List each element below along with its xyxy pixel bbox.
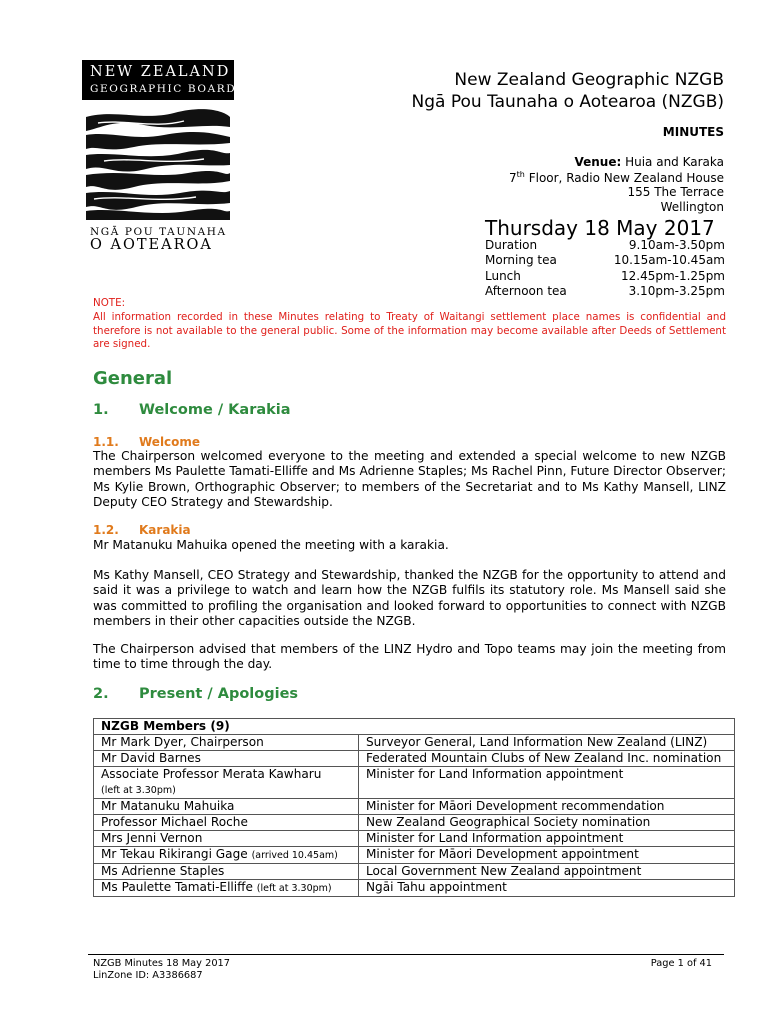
- member-name: Mr Tekau Rikirangi Gage: [101, 847, 248, 861]
- table-row: [94, 751, 735, 767]
- board-subtitle: Ngā Pou Taunaha o Aotearoa (NZGB): [411, 92, 724, 112]
- member-role: Minister for Māori Development appointment: [359, 847, 735, 864]
- member-role: Minister for Māori Development recommendation: [359, 799, 735, 815]
- heading-welcome-karakia: [93, 402, 291, 418]
- member-name-cell: [94, 767, 359, 799]
- section-heading-general: General: [93, 368, 173, 389]
- schedule-label: Lunch: [485, 268, 521, 283]
- schedule-time: 9.10am-3.50pm: [628, 238, 725, 252]
- floor-number: 7: [509, 171, 517, 185]
- floor-suffix: th: [516, 170, 525, 179]
- schedule-row: [485, 269, 725, 284]
- member-name-cell: [94, 799, 359, 815]
- footer-doc-title: NZGB Minutes 18 May 2017: [93, 958, 231, 969]
- venue-street: 155 The Terrace: [627, 185, 724, 199]
- member-name: Mrs Jenni Vernon: [101, 831, 203, 845]
- venue-value: Huia and Karaka: [621, 155, 724, 169]
- table-header: NZGB Members (9): [94, 719, 735, 735]
- subsection-number: 1.1.: [93, 435, 119, 449]
- member-name-cell: [94, 880, 359, 897]
- member-name: Associate Professor Merata Kawharu: [101, 767, 322, 781]
- members-table: [93, 718, 735, 897]
- table-row: [94, 799, 735, 815]
- venue-city: Wellington: [660, 200, 724, 214]
- welcome-paragraph: The Chairperson welcomed everyone to the meeting and extended a special welcome to new NZGB members Ms Paulette Tamati-Elliffe and Ms Adrienne Staples; Ms Rachel Pinn, Future Director Observer; Ms Kylie Brown, Orthographic Observer; to members of the Secretariat and to Ms Kathy Mansell, LINZ Deputy CEO Strategy and Stewardship.: [93, 449, 726, 509]
- member-name-cell: [94, 751, 359, 767]
- board-title: New Zealand Geographic NZGB: [454, 70, 724, 90]
- page-number: Page 1 of 41: [650, 958, 712, 969]
- section-title: Present / Apologies: [139, 686, 299, 702]
- karakia-paragraph: Mr Matanuku Mahuika opened the meeting with a karakia.: [93, 538, 449, 552]
- schedule-row: [485, 253, 725, 268]
- table-row: [94, 831, 735, 847]
- schedule-label: Duration: [485, 238, 538, 252]
- nzgb-logo: [82, 60, 237, 253]
- table-row: [94, 815, 735, 831]
- member-name: Ms Adrienne Staples: [101, 864, 225, 878]
- member-role: New Zealand Geographical Society nomination: [359, 815, 735, 831]
- meeting-schedule: [485, 238, 725, 299]
- venue-floor: [509, 170, 724, 185]
- footer-divider: [88, 954, 724, 955]
- member-note: (left at 3.30pm): [101, 785, 176, 796]
- member-name-cell: [94, 815, 359, 831]
- heading-welcome: [93, 435, 200, 449]
- footer-reference: LinZone ID: A3386687: [93, 970, 203, 981]
- subsection-title: Karakia: [139, 523, 191, 537]
- note-label: NOTE:: [93, 297, 126, 309]
- member-note: (arrived 10.45am): [251, 850, 338, 861]
- subsection-number: 1.2.: [93, 523, 119, 537]
- venue-label: Venue:: [574, 155, 622, 169]
- member-name: Mr Matanuku Mahuika: [101, 799, 235, 813]
- schedule-time: 3.10pm-3.25pm: [628, 283, 725, 298]
- logo-line-2: GEOGRAPHIC BOARD: [90, 83, 237, 95]
- member-name-cell: [94, 735, 359, 751]
- note-text: All information recorded in these Minutes relating to Treaty of Waitangi settlement place names is confidential and therefore is not available to the general public. Some of the information may become available after Deeds of Settlement are signed.: [93, 310, 726, 351]
- heading-karakia: [93, 523, 191, 537]
- section-number: 2.: [93, 686, 109, 702]
- member-name: Mr Mark Dyer, Chairperson: [101, 735, 264, 749]
- section-number: 1.: [93, 402, 109, 418]
- logo-line-1: NEW ZEALAND: [90, 64, 231, 80]
- subsection-title: Welcome: [139, 435, 201, 449]
- member-name: Mr David Barnes: [101, 751, 201, 765]
- member-name-cell: [94, 864, 359, 880]
- schedule-row: [485, 238, 725, 253]
- schedule-label: Afternoon tea: [485, 283, 567, 298]
- schedule-time: 12.45pm-1.25pm: [620, 268, 725, 283]
- logo-landscape-graphic: [84, 107, 232, 222]
- floor-building: Floor, Radio New Zealand House: [524, 171, 724, 185]
- member-role: Federated Mountain Clubs of New Zealand Inc. nomination: [359, 751, 735, 767]
- table-header-row: [94, 719, 735, 735]
- table-row: [94, 847, 735, 864]
- member-role: Ngāi Tahu appointment: [359, 880, 735, 897]
- document-type: MINUTES: [662, 125, 724, 139]
- table-row: [94, 864, 735, 880]
- section-title: Welcome / Karakia: [139, 402, 291, 418]
- member-note: (left at 3.30pm): [256, 883, 332, 894]
- schedule-label: Morning tea: [485, 253, 557, 268]
- mansell-paragraph: Ms Kathy Mansell, CEO Strategy and Stewardship, thanked the NZGB for the opportunity to attend and said it was a privilege to watch and learn how the NZGB fulfils its statutory role. Ms Mansell said she was committed to profiling the organisation and looked forward to opportunities to connect with NZGB members in their other capacities outside the NZGB.: [93, 568, 726, 628]
- member-role: Surveyor General, Land Information New Zealand (LINZ): [359, 735, 735, 751]
- confidentiality-note: [93, 297, 726, 352]
- venue-line: [574, 155, 724, 169]
- schedule-time: 10.15am-10.45am: [613, 253, 725, 268]
- meeting-date: Thursday 18 May 2017: [485, 216, 715, 240]
- member-name-cell: [94, 847, 359, 864]
- logo-line-4: O AOTEAROA: [90, 237, 213, 253]
- member-name-cell: [94, 831, 359, 847]
- table-row: [94, 735, 735, 751]
- chairperson-paragraph: The Chairperson advised that members of the LINZ Hydro and Topo teams may join the meeting from time to time through the day.: [93, 642, 726, 672]
- heading-present-apologies: [93, 686, 298, 702]
- member-role: Minister for Land Information appointment: [359, 767, 735, 799]
- table-row: [94, 880, 735, 897]
- member-role: Local Government New Zealand appointment: [359, 864, 735, 880]
- logo-line-3: NGĀ POU TAUNAHA: [90, 226, 227, 238]
- member-name: Ms Paulette Tamati-Elliffe: [101, 880, 253, 894]
- table-row: [94, 767, 735, 799]
- member-name: Professor Michael Roche: [101, 815, 248, 829]
- member-role: Minister for Land Information appointment: [359, 831, 735, 847]
